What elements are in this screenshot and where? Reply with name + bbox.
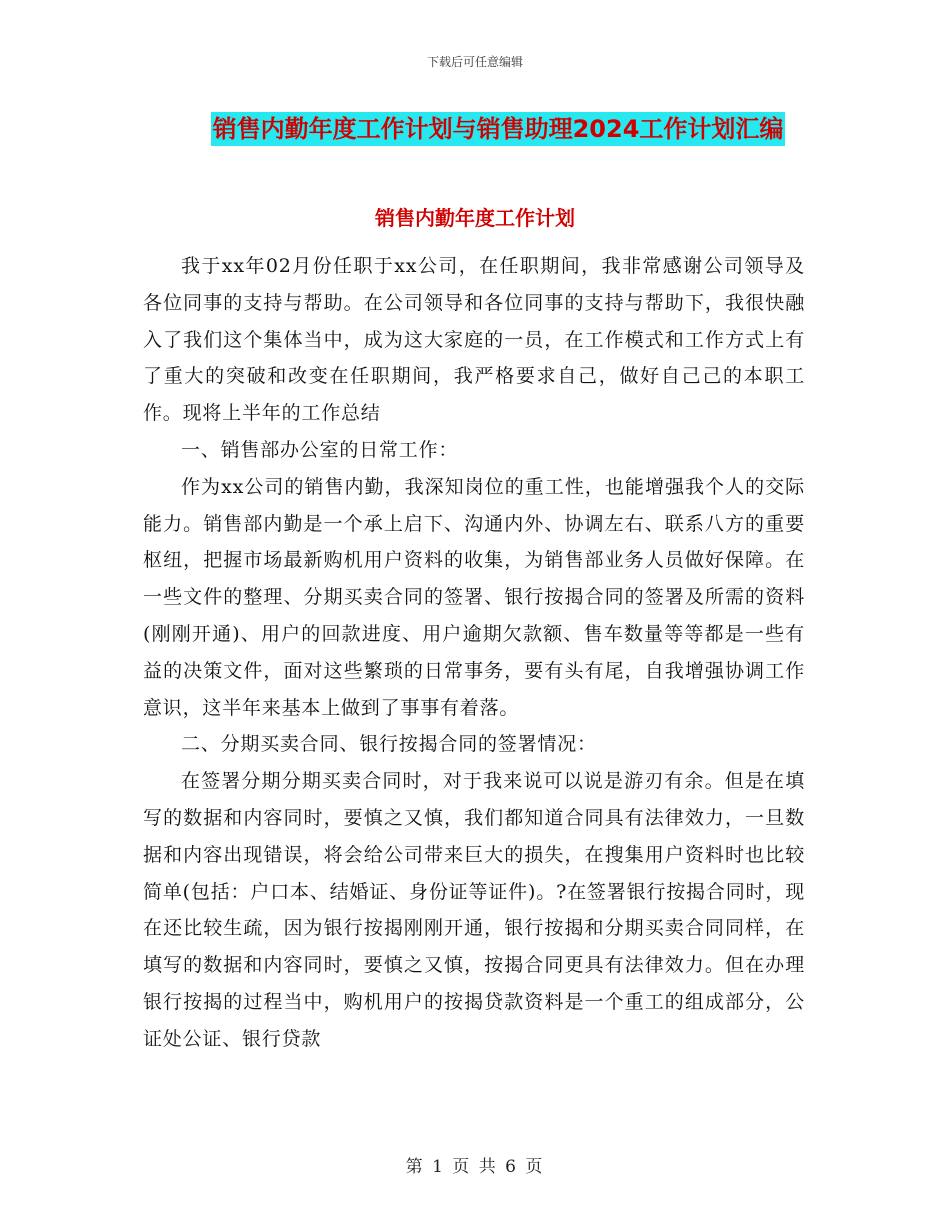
document-title-container bbox=[188, 112, 808, 146]
paragraph-heading-2: 二、分期买卖合同、银行按揭合同的签署情况： bbox=[181, 733, 597, 756]
section-title: 销售内勤年度工作计划 bbox=[375, 206, 575, 230]
document-title: 销售内勤年度工作计划与销售助理2024工作计划汇编 bbox=[211, 112, 786, 146]
paragraph-daily-work: 作为xx公司的销售内勤，我深知岗位的重工性，也能增强我个人的交际能力。销售部内勤是一个承上启下、沟通内外、协调左右、联系八方的重要枢纽，把握市场最新购机用户资料的收集，为销售部业务人员做好保障。在一些文件的整理、分期买卖合同的签署、银行按揭合同的签署及所需的资料(刚刚开通)、用户的回款进度、用户逾期欠款额、售车数量等等都是一些有益的决策文件，面对这些繁琐的日常事务，要有头有尾，自我增强协调工作意识，这半年来基本上做到了事事有着落。 bbox=[143, 475, 805, 719]
paragraph-contracts: 在签署分期分期买卖合同时，对于我来说可以说是游刃有余。但是在填写的数据和内容同时，要慎之又慎，我们都知道合同具有法律效力，一旦数据和内容出现错误，将会给公司带来巨大的损失，在搜集用户资料时也比较简单(包括：户口本、结婚证、身份证等证件)。?在签署银行按揭合同时，现在还比较生疏，因为银行按揭刚刚开通，银行按揭和分期买卖合同同样，在填写的数据和内容同时，要慎之又慎，按揭合同更具有法律效力。但在办理银行按揭的过程当中，购机用户的按揭贷款资料是一个重工的组成部分，公证处公证、银行贷款 bbox=[143, 770, 805, 1050]
paragraph-heading-1: 一、销售部办公室的日常工作： bbox=[181, 438, 459, 461]
paragraph-intro: 我于xx年02月份任职于xx公司，在任职期间，我非常感谢公司领导及各位同事的支持与帮助。在公司领导和各位同事的支持与帮助下，我很快融入了我们这个集体当中，成为这大家庭的一员，在工作模式和工作方式上有了重大的突破和改变在任职期间，我严格要求自己，做好自己己的本职工作。现将上半年的工作总结 bbox=[143, 255, 805, 425]
page-number-footer: 第 1 页 共 6 页 bbox=[405, 1157, 545, 1177]
document-body bbox=[143, 248, 805, 1058]
header-note: 下载后可任意编辑 bbox=[426, 55, 523, 69]
